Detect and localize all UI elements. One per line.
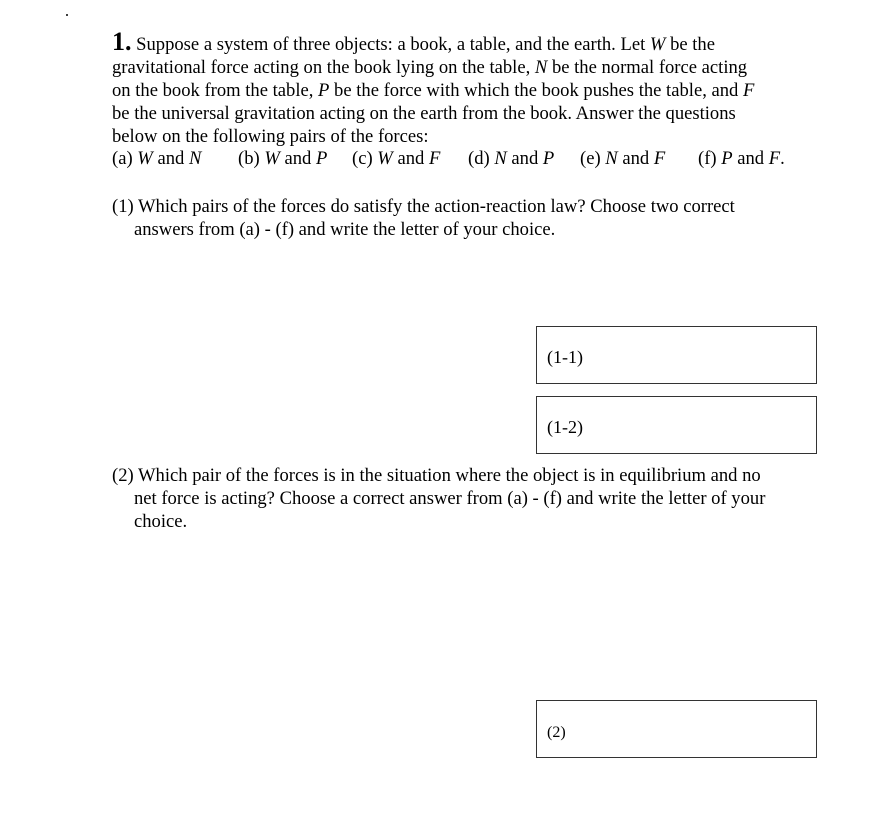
problem-line-1: 1. Suppose a system of three objects: a book, a table, and the earth. Let W be the xyxy=(112,27,715,56)
choice-b: (b) W and P xyxy=(238,148,328,169)
answer-box-2[interactable] xyxy=(536,700,817,758)
choice-d: (d) N and P xyxy=(468,148,555,169)
choice-f: (f) P and F. xyxy=(698,148,785,169)
answer-box-1-1-label: (1-1) xyxy=(547,347,583,367)
problem-line-3: on the book from the table, P be the force with which the book pushes the table, and F xyxy=(112,80,755,101)
problem-line-4: be the universal gravitation acting on the earth from the book. Answer the questions xyxy=(112,103,736,124)
question-1-line-2: answers from (a) - (f) and write the letter of your choice. xyxy=(134,219,556,240)
problem-number: 1. xyxy=(112,27,132,56)
answer-box-1-2-label: (1-2) xyxy=(547,417,583,437)
answer-box-1-1[interactable] xyxy=(536,326,817,384)
question-2-line-2: net force is acting? Choose a correct answer from (a) - (f) and write the letter of your xyxy=(134,488,766,509)
choice-a: (a) W and N xyxy=(112,148,202,169)
answer-box-2-label: (2) xyxy=(547,724,566,741)
question-1 xyxy=(112,195,735,241)
problem-line-2: gravitational force acting on the book lying on the table, N be the normal force acting xyxy=(112,57,748,78)
choice-e: (e) N and F xyxy=(580,148,666,169)
stray-dot xyxy=(66,14,68,16)
question-2-line-3: choice. xyxy=(134,511,188,532)
problem-statement xyxy=(112,27,820,148)
choice-c: (c) W and F xyxy=(352,148,441,169)
question-2 xyxy=(112,464,765,533)
answer-box-1-2[interactable] xyxy=(536,396,817,454)
question-1-line-1: (1) Which pairs of the forces do satisfy the action-reaction law? Choose two correct xyxy=(112,196,735,217)
question-2-line-1: (2) Which pair of the forces is in the situation where the object is in equilibrium and no xyxy=(112,465,761,486)
problem-line-5: below on the following pairs of the forces: xyxy=(112,126,429,147)
